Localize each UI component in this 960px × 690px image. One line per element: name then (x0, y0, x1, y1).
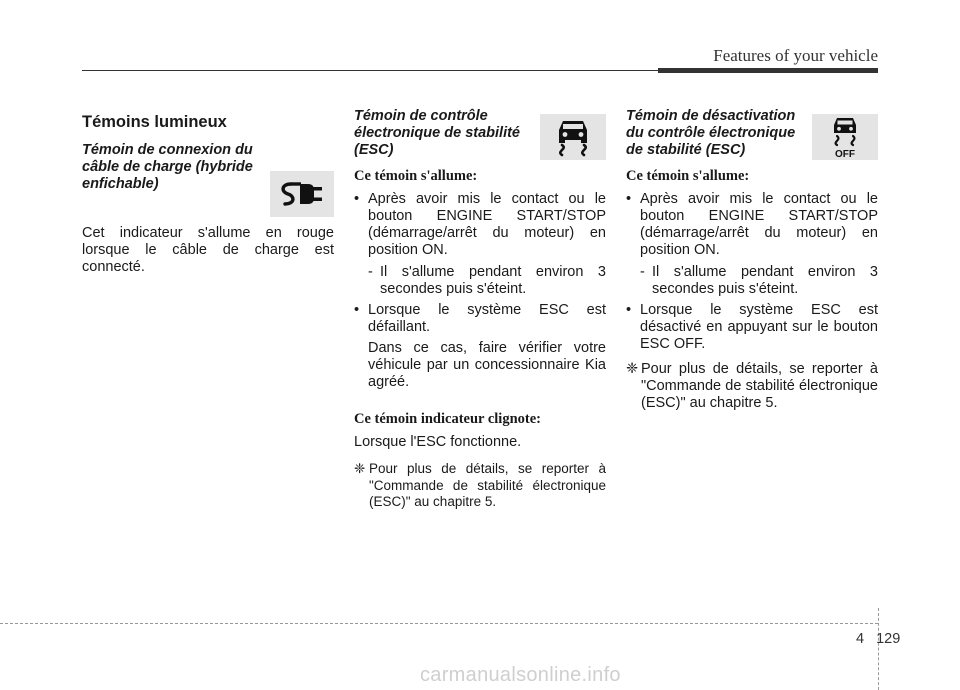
esc-reference-text: Pour plus de détails, se reporter à "Commande de stabilité électronique (ESC)" au chapitre 5. (369, 461, 606, 509)
esc-off-on-item-1-detail: Il s'allume pendant environ 3 secondes puis s'éteint. (652, 264, 878, 297)
charge-cable-subtitle: Témoin de connexion du câble de charge (hybride enfichable) (82, 142, 253, 192)
column-esc (354, 108, 606, 511)
reference-icon: ❈ (626, 361, 639, 377)
page-header-title: Features of your vehicle (713, 46, 878, 65)
dash-glyph: - (368, 264, 373, 280)
header-rule-accent (658, 68, 878, 73)
bullet-glyph: • (354, 191, 360, 207)
esc-off-icon (812, 114, 878, 160)
bullet-glyph: • (626, 191, 632, 207)
bullet-glyph: • (354, 302, 360, 318)
bullet-glyph: • (626, 302, 632, 318)
esc-reference-note (354, 461, 606, 511)
esc-off-icon-text: OFF (835, 149, 855, 159)
watermark: carmanualsonline.info (420, 664, 621, 686)
page-number-value: 129 (876, 631, 901, 647)
esc-off-reference-note (626, 361, 878, 412)
dash-glyph: - (640, 264, 645, 280)
esc-blink-label: Ce témoin indicateur clignote: (354, 411, 541, 427)
esc-on-item-1: Après avoir mis le contact ou le bouton ENGINE START/STOP (démarrage/arrêt du moteur) en position ON. (368, 191, 606, 258)
esc-fault-advice: Dans ce cas, faire vérifier votre véhicule par un concessionnaire Kia agréé. (368, 340, 606, 390)
esc-off-on-list (626, 191, 878, 353)
esc-off-subtitle: Témoin de désactivation du contrôle électronique de stabilité (ESC) (626, 108, 796, 158)
list-item (640, 264, 878, 298)
esc-on-item-2: Lorsque le système ESC est défaillant. (368, 302, 606, 335)
esc-off-header (626, 108, 878, 160)
esc-subtitle: Témoin de contrôle électronique de stabilité (ESC) (354, 108, 520, 158)
esc-on-list (354, 191, 606, 336)
list-item (626, 302, 878, 353)
esc-skid-icon (540, 114, 606, 160)
footer-rule (0, 623, 878, 624)
reference-icon: ❈ (354, 461, 366, 476)
list-item (368, 264, 606, 298)
list-item (354, 302, 606, 336)
esc-off-on-label: Ce témoin s'allume: (626, 168, 750, 184)
column-esc-off (626, 108, 878, 412)
list-item (354, 191, 606, 298)
esc-blink-text: Lorsque l'ESC fonctionne. (354, 434, 522, 450)
charge-cable-header (82, 142, 334, 217)
esc-header (354, 108, 606, 160)
esc-off-reference-text: Pour plus de détails, se reporter à "Commande de stabilité électronique (ESC)" au chapitre 5. (641, 361, 878, 411)
page-number (856, 631, 900, 647)
esc-off-on-item-2: Lorsque le système ESC est désactivé en appuyant sur le bouton ESC OFF. (640, 302, 878, 352)
charge-cable-description: Cet indicateur s'allume en rouge lorsque le câble de charge est connecté. (82, 225, 334, 275)
list-item (626, 191, 878, 298)
plug-charge-icon (270, 171, 334, 217)
esc-on-label: Ce témoin s'allume: (354, 168, 478, 184)
section-title: Témoins lumineux (82, 113, 227, 131)
chapter-number: 4 (856, 631, 865, 647)
esc-off-on-item-1: Après avoir mis le contact ou le bouton ENGINE START/STOP (démarrage/arrêt du moteur) en position ON. (640, 191, 878, 258)
esc-on-item-1-detail: Il s'allume pendant environ 3 secondes puis s'éteint. (380, 264, 606, 297)
column-charge-cable (82, 108, 334, 276)
